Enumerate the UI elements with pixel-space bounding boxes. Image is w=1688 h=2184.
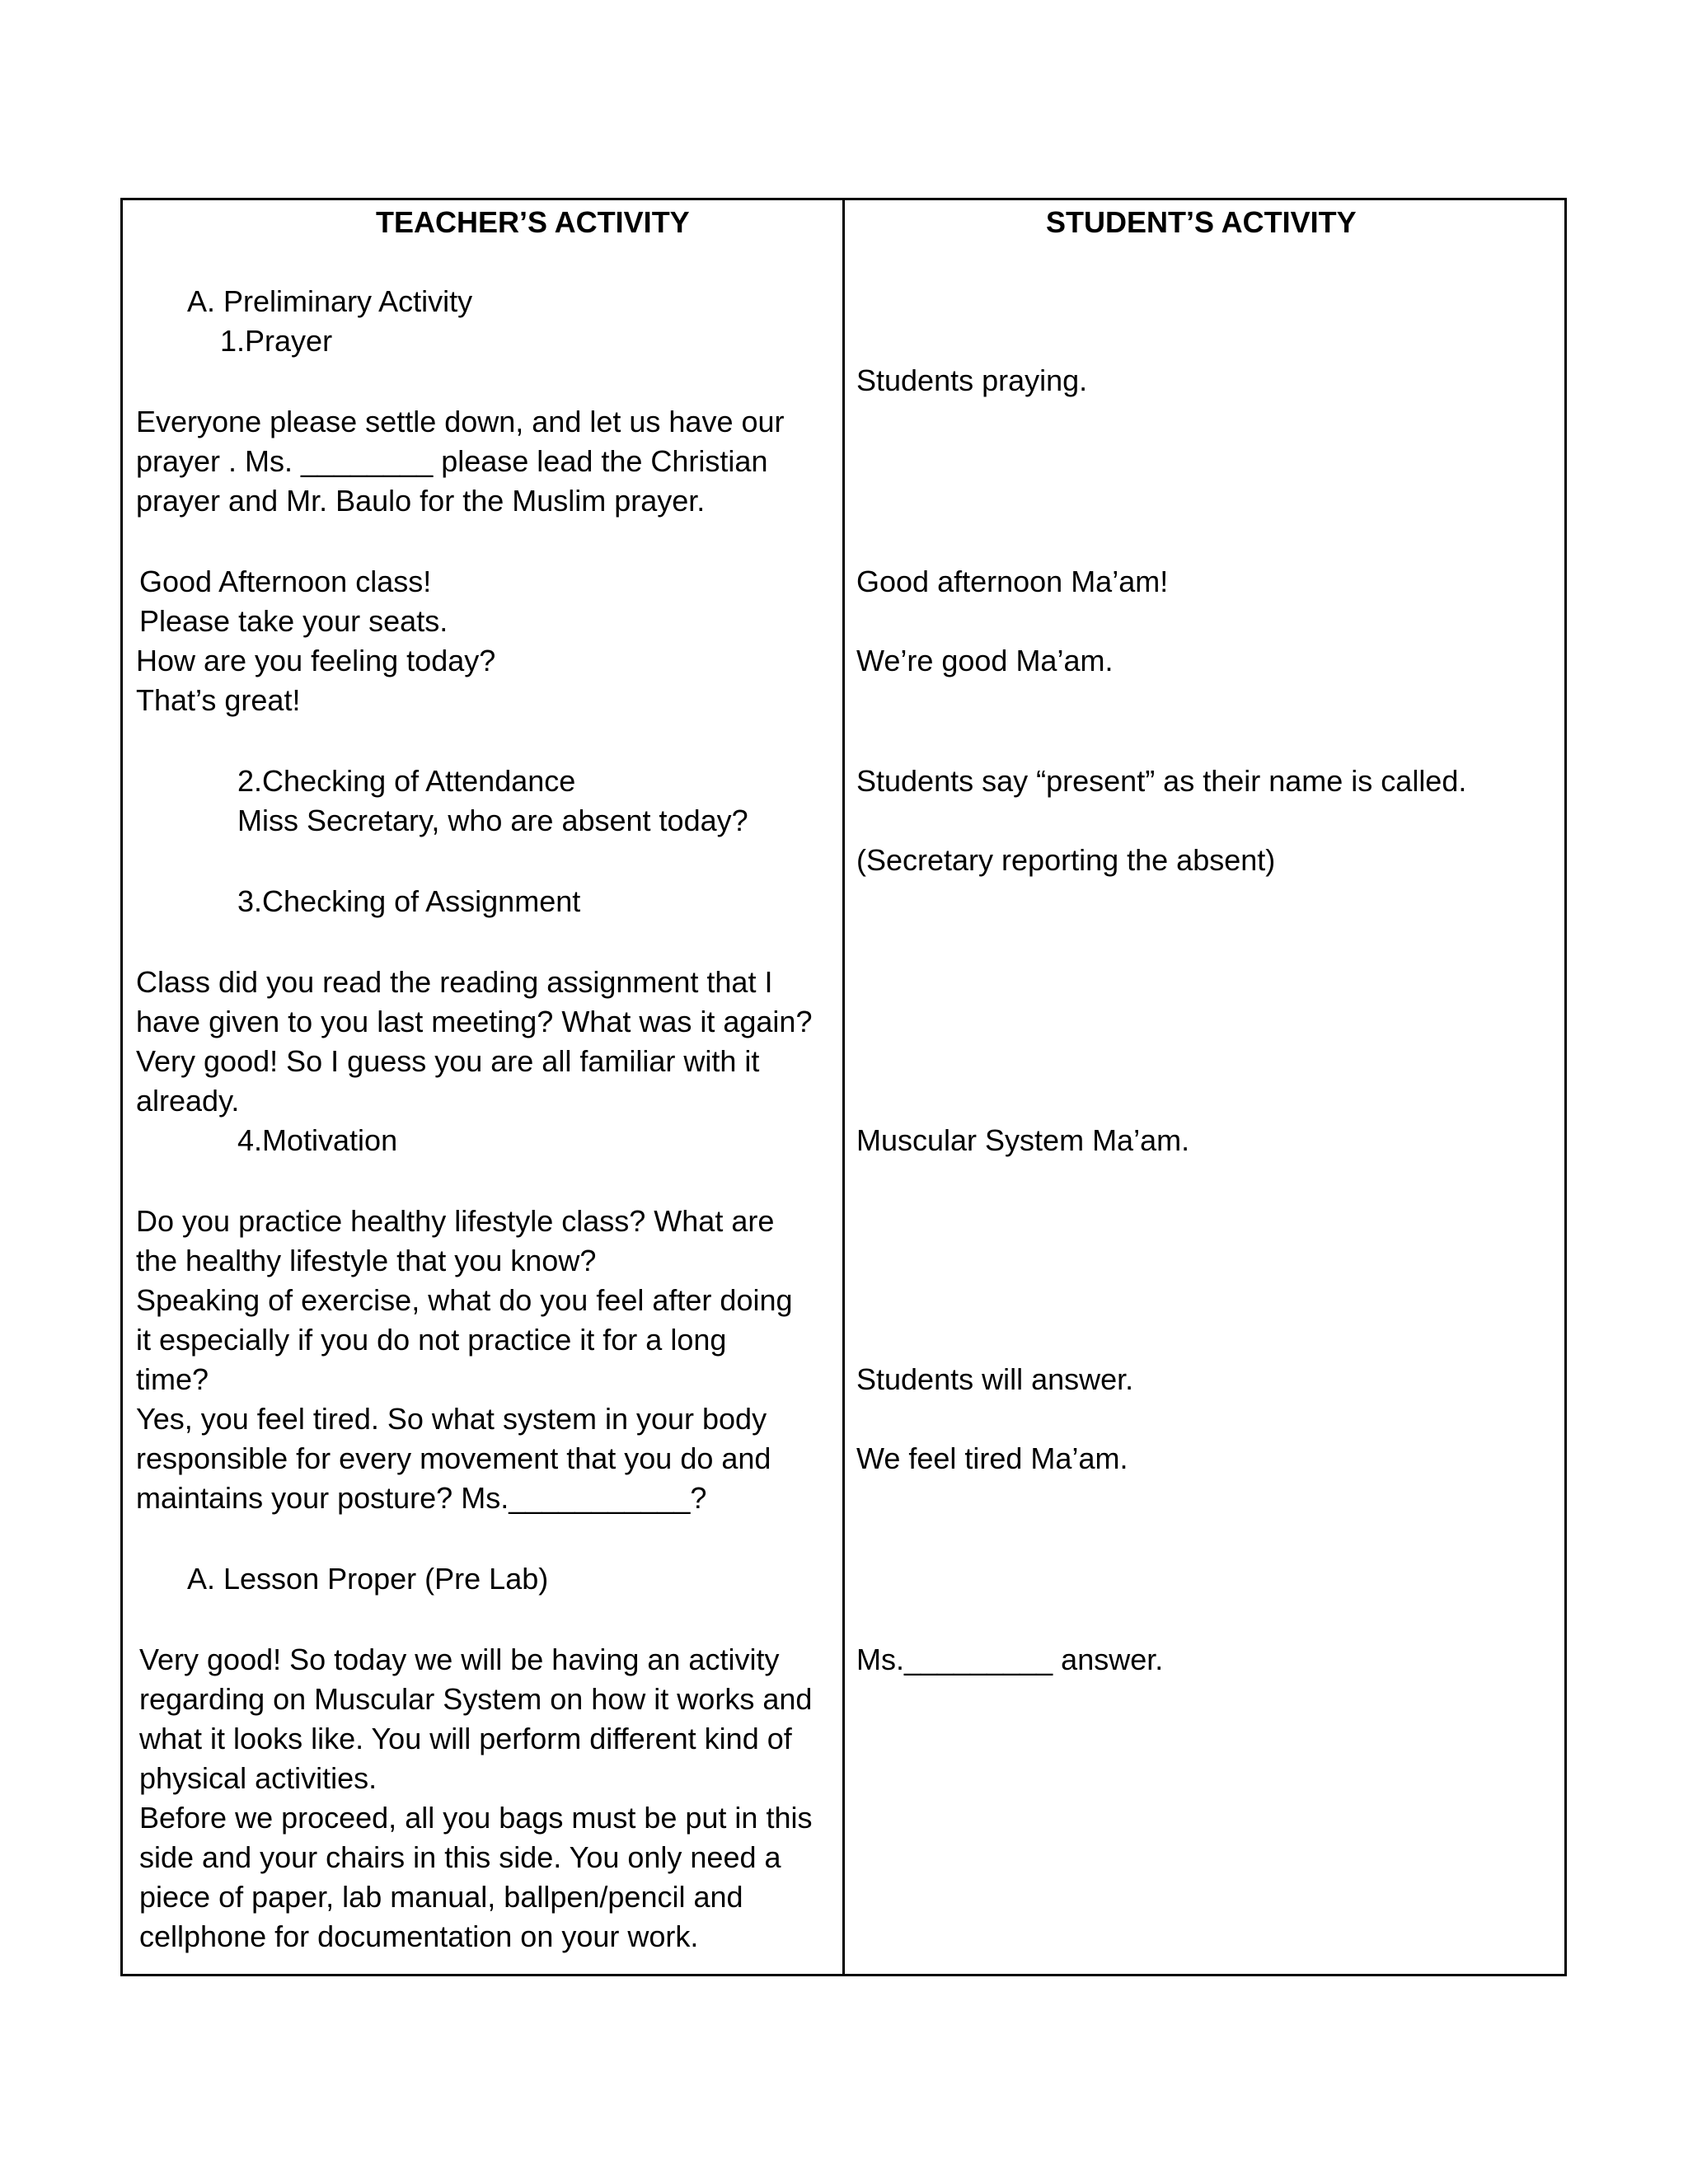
teacher-text-line: Speaking of exercise, what do you feel after doing <box>136 1283 793 1317</box>
teacher-text-line: Please take your seats. <box>139 604 448 638</box>
teacher-text-line: Good Afternoon class! <box>139 565 432 598</box>
teacher-text-line: time? <box>136 1362 209 1396</box>
student-text-line: (Secretary reporting the absent) <box>856 843 1276 877</box>
teacher-text-line: cellphone for documentation on your work. <box>139 1919 699 1953</box>
teacher-text-line: Everyone please settle down, and let us have our <box>136 405 785 438</box>
attendance-heading: 2.Checking of Attendance <box>237 764 576 798</box>
teacher-text-line: physical activities. <box>139 1761 377 1795</box>
student-text-line: Good afternoon Ma’am! <box>856 565 1169 598</box>
teacher-text-line: maintains your posture? Ms.___________? <box>136 1481 707 1515</box>
teacher-text-line: Very good! So I guess you are all familiar with it <box>136 1044 760 1078</box>
activity-table <box>120 198 1567 1976</box>
teacher-text-line: the healthy lifestyle that you know? <box>136 1244 597 1277</box>
student-text-line: Students will answer. <box>856 1362 1134 1396</box>
student-text-line: Students say “present” as their name is called. <box>856 764 1467 798</box>
teacher-text-line: regarding on Muscular System on how it works and <box>139 1682 813 1716</box>
teacher-text-line: have given to you last meeting? What was it again? <box>136 1005 813 1038</box>
teacher-text-line: already. <box>136 1084 240 1118</box>
preliminary-heading: A. Preliminary Activity <box>187 284 473 318</box>
student-header: STUDENT’S ACTIVITY <box>1046 205 1357 239</box>
student-text-line: Students praying. <box>856 363 1088 397</box>
teacher-text-line: prayer . Ms. ________ please lead the Christian <box>136 444 768 478</box>
teacher-text-line: piece of paper, lab manual, ballpen/pencil and <box>139 1880 743 1914</box>
teacher-text-line: Very good! So today we will be having an activity <box>139 1643 780 1676</box>
teacher-text-line: side and your chairs in this side. You only need a <box>139 1840 781 1874</box>
teacher-text-line: what it looks like. You will perform different kind of <box>139 1722 792 1755</box>
student-text-line: Muscular System Ma’am. <box>856 1123 1190 1157</box>
teacher-text-line: Miss Secretary, who are absent today? <box>237 804 748 837</box>
teacher-text-line: How are you feeling today? <box>136 644 496 677</box>
teacher-text-line: prayer and Mr. Baulo for the Muslim prayer. <box>136 484 706 518</box>
student-text-line: Ms._________ answer. <box>856 1643 1164 1676</box>
motivation-heading: 4.Motivation <box>237 1123 398 1157</box>
column-divider <box>842 200 845 1974</box>
student-text-line: We feel tired Ma’am. <box>856 1441 1128 1475</box>
teacher-text-line: Before we proceed, all you bags must be put in this <box>139 1801 813 1835</box>
lesson-proper-heading: A. Lesson Proper (Pre Lab) <box>187 1562 549 1596</box>
teacher-text-line: responsible for every movement that you do and <box>136 1441 771 1475</box>
student-text-line: We’re good Ma’am. <box>856 644 1114 677</box>
teacher-text-line: it especially if you do not practice it for a long <box>136 1323 727 1357</box>
prayer-heading: 1.Prayer <box>220 324 333 358</box>
teacher-text-line: Yes, you feel tired. So what system in your body <box>136 1402 767 1436</box>
teacher-text-line: Class did you read the reading assignment that I <box>136 965 773 999</box>
teacher-text-line: Do you practice healthy lifestyle class? What are <box>136 1204 775 1238</box>
teacher-header: TEACHER’S ACTIVITY <box>376 205 690 239</box>
assignment-heading: 3.Checking of Assignment <box>237 884 581 918</box>
teacher-text-line: That’s great! <box>136 683 301 717</box>
